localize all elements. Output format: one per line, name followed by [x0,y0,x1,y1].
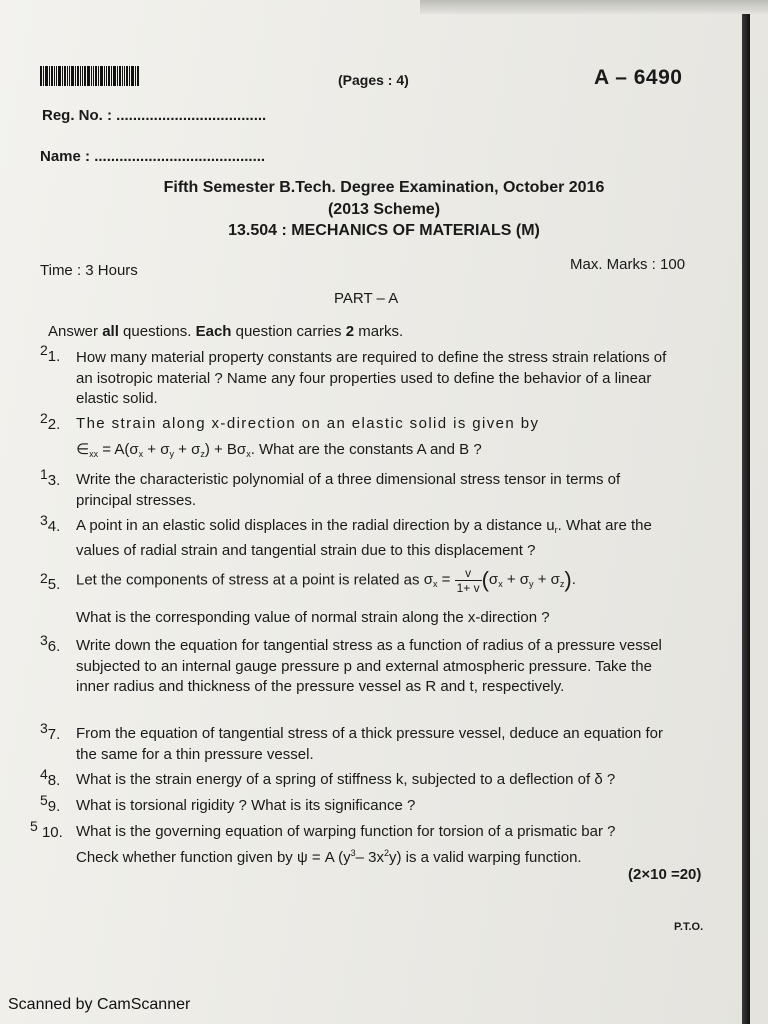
handwritten-mark: 3 [40,720,48,736]
question-9: What is torsional rigidity ? What is its significance ? [76,797,416,814]
instruction-text-4: marks. [354,323,404,340]
name-label: Name : [40,148,91,165]
handwritten-mark: 5 [40,792,48,808]
handwritten-mark: 4 [40,766,48,782]
handwritten-mark: 2 [40,342,48,358]
instruction-two: 2 [345,323,355,340]
question-4 [76,516,676,561]
question-num-label: 5. [47,576,61,593]
name-field [40,148,265,165]
question-10-text-c: y) is a valid warping function. [388,849,582,866]
question-8: What is the strain energy of a spring of stiffness k, subjected to a deflection of δ ? [76,771,616,788]
handwritten-mark: 2 [40,410,48,426]
pto-label: P.T.O. [674,921,704,933]
question-number [40,410,61,433]
question-4-text-b: . What are the values of radial strain and tangential strain due to this displacement ? [76,517,652,559]
paper-code: A – 6490 [594,66,683,89]
question-7: From the equation of tangential stress of a thick pressure vessel, deduce an equation for the same for a thin pressure vessel. [76,725,664,763]
instruction-each: Each [195,323,232,340]
question-num-label: 8. [47,772,61,789]
max-marks: Max. Marks : 100 [570,256,686,273]
superscript-2: 2 [383,848,389,858]
stress-equation: $\sigma_x$ = $\frac{v}{1+ v}$ $(\sigma_x + \sigma_y + \sigma_z)$. [423,566,576,595]
part-a-total-marks: (2×10 =20) [628,866,702,883]
pages-count: (Pages : 4) [338,72,409,88]
question-num-label: 1. [47,348,61,365]
question-num-label: 7. [47,726,61,743]
question-number [40,792,61,815]
exam-scheme: (2013 Scheme) [327,201,441,218]
strain-equation: $\in_{xx} = A(\sigma_x + \sigma_y + \sigma_z) + B\sigma_x$ [76,441,251,459]
subject-title: 13.504 : MECHANICS OF MATERIALS (M) [228,222,540,239]
question-1: How many material property constants are required to define the stress strain relations of an isotropic material ? Name any four properties used to define the behavior of a linear elastic solid. [76,349,667,407]
question-num-label: 9. [47,798,61,815]
question-5-line-2: What is the corresponding value of normal strain along the x-direction ? [76,609,550,626]
superscript-3: 3 [350,848,356,858]
question-4-text-a: A point in an elastic solid displaces in the radial direction by a distance u [76,517,555,534]
part-a-title: PART – A [334,290,399,307]
question-number [40,342,61,365]
question-number [40,632,61,655]
question-10-line-1: What is the governing equation of warping function for torsion of a prismatic bar ? [76,823,616,840]
question-num-label: 2. [47,416,61,433]
instruction-all: all [102,323,119,340]
name-dots: ......................................... [94,148,266,165]
question-10-text-a: Check whether function given by ψ = A (y [76,849,351,866]
scan-shadow-right [742,14,750,1024]
fraction [455,566,482,595]
question-2-line-1: The strain along x-direction on an elastic solid is given by [76,415,540,432]
question-number [40,720,61,743]
question-6: Write down the equation for tangential stress as a function of radius of a pressure vessel subjected to an internal gauge pressure p and external atmospheric pressure. Take the inner radius and thickness of the pressure vessel as R and t, respectively. [76,637,662,695]
question-number [40,766,61,789]
question-10-line-2 [76,843,716,869]
question-number [40,512,61,535]
question-2-line-2 [76,440,676,465]
handwritten-mark: 5 [30,818,38,834]
question-10-text-b: – 3x [355,849,384,866]
scan-shadow-top [420,0,768,14]
reg-no-label: Reg. No. : [42,107,112,124]
question-4-subscript: r [554,525,558,535]
exam-title: Fifth Semester B.Tech. Degree Examination, October 2016 [163,179,605,196]
question-number [40,570,61,593]
handwritten-mark: 1 [40,466,48,482]
instruction-text-2: questions. [118,323,196,340]
question-num-label: 3. [47,472,61,489]
question-number [30,818,63,841]
question-5-line-1 [76,566,706,595]
question-2-text: . What are the constants A and B ? [250,441,482,458]
scanner-watermark: Scanned by CamScanner [8,996,191,1013]
handwritten-mark: 3 [40,512,48,528]
instruction [48,323,403,340]
fraction-numerator: v [455,566,482,581]
question-5-text: Let the components of stress at a point is related as [76,571,420,589]
question-num-label: 10. [41,824,63,841]
time-allowed: Time : 3 Hours [40,262,138,279]
instruction-text-3: question carries [231,323,346,340]
question-number [40,466,61,489]
instruction-text: Answer [48,323,103,340]
reg-no-dots: .................................... [116,107,267,124]
question-num-label: 4. [47,518,61,535]
question-num-label: 6. [47,638,61,655]
fraction-denominator: 1+ v [456,581,480,595]
reg-no-field [42,107,266,124]
barcode-icon [40,66,148,86]
handwritten-mark: 2 [40,570,48,586]
handwritten-mark: 3 [40,632,48,648]
question-3: Write the characteristic polynomial of a three dimensional stress tensor in terms of principal stresses. [76,471,621,509]
